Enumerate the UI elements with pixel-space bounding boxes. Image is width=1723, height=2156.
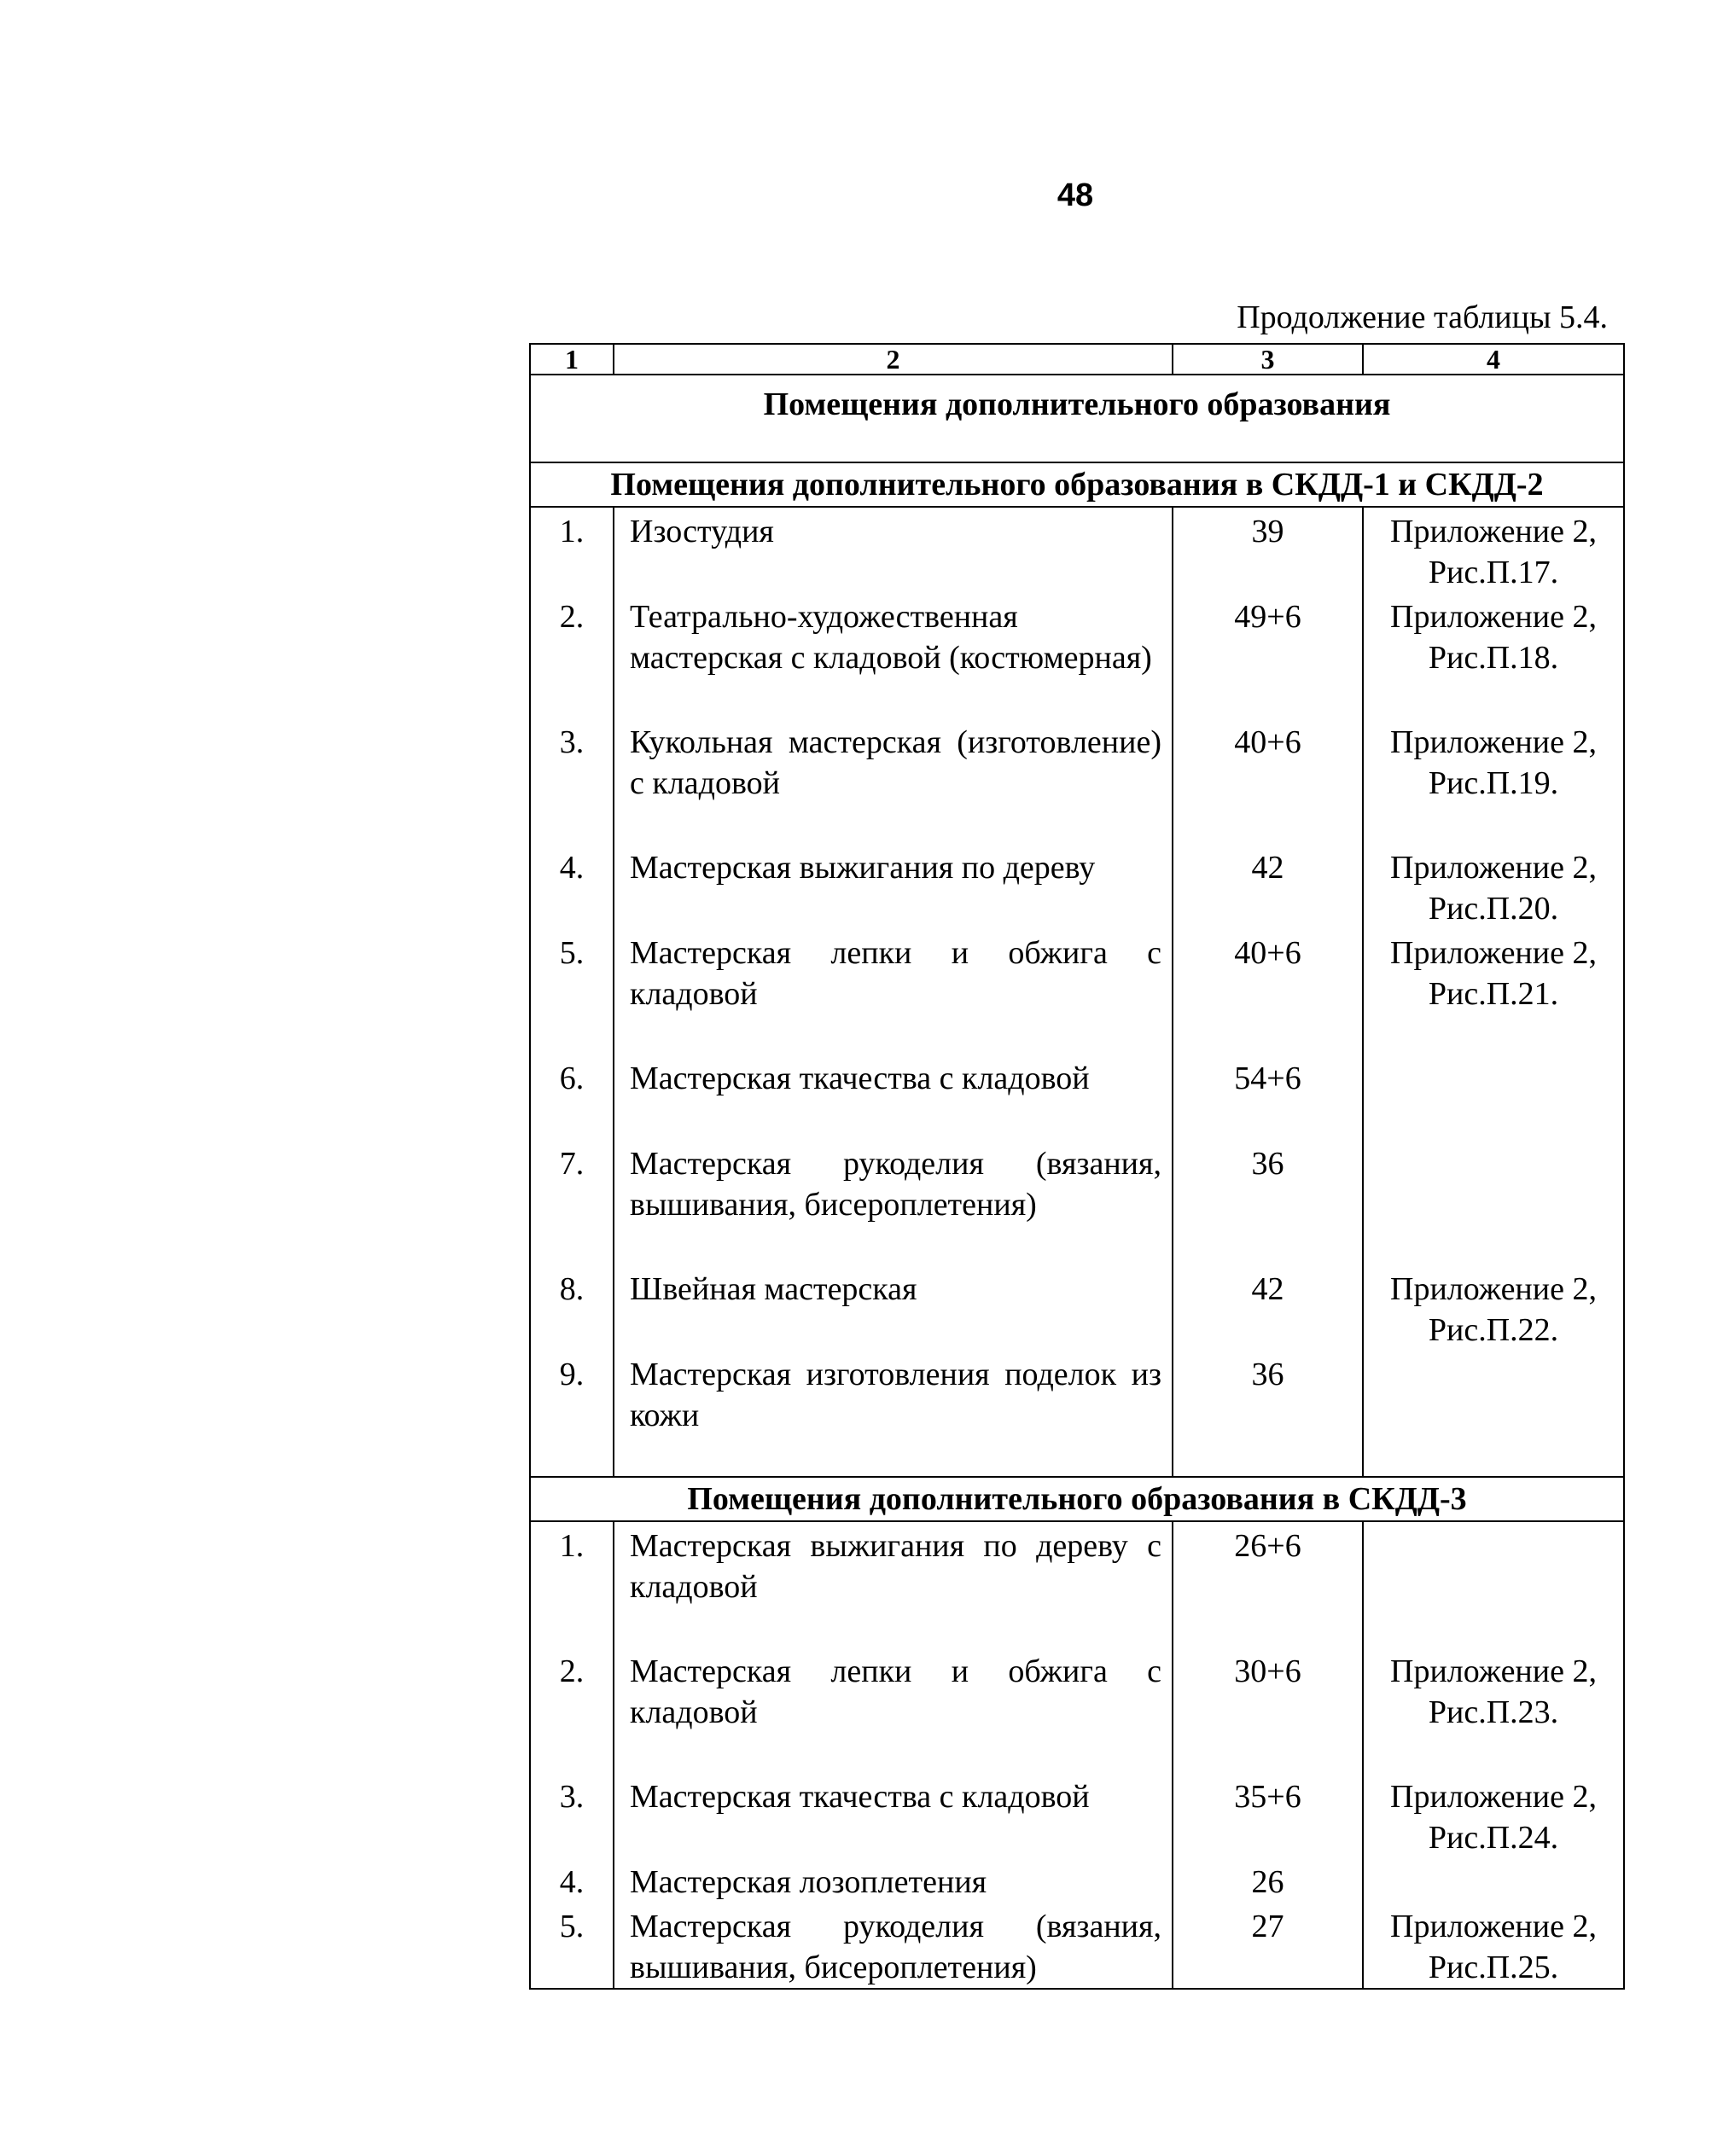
room-area: 40+6 [1173, 929, 1363, 1055]
reference-appendix: Приложение 2, [1390, 514, 1597, 549]
table-row [530, 1265, 1624, 1351]
reference-figure: Рис.П.17. [1428, 555, 1559, 590]
room-name: Швейная мастерская [614, 1265, 1173, 1351]
reference-appendix: Приложение 2, [1390, 599, 1597, 635]
room-reference [1363, 929, 1624, 1055]
reference-figure: Рис.П.22. [1428, 1312, 1559, 1348]
room-name: Мастерская лепки и обжига с кладовой [614, 929, 1173, 1055]
table-row [530, 1140, 1624, 1265]
table-row [530, 844, 1624, 929]
reference-appendix: Приложение 2, [1390, 1779, 1597, 1815]
room-name: Изостудия [614, 507, 1173, 593]
room-name: Мастерская ткачества с кладовой [614, 1773, 1173, 1858]
section-header-row [530, 462, 1624, 507]
section-title: Помещения дополнительного образования в СКДД-1 и СКДД-2 [530, 462, 1624, 507]
main-section-row [530, 375, 1624, 462]
room-area: 39 [1173, 507, 1363, 593]
row-number: 7. [530, 1140, 614, 1265]
room-reference [1363, 1521, 1624, 1648]
reference-figure: Рис.П.24. [1428, 1820, 1559, 1856]
reference-appendix: Приложение 2, [1390, 724, 1597, 760]
row-number: 5. [530, 1903, 614, 1989]
column-number-row [530, 344, 1624, 375]
room-name: Мастерская рукоделия (вязания, вышивания, бисероплетения) [614, 1903, 1173, 1989]
room-area: 42 [1173, 844, 1363, 929]
row-number: 4. [530, 1858, 614, 1903]
room-name: Мастерская рукоделия (вязания, вышивания, бисероплетения) [614, 1140, 1173, 1265]
row-number: 5. [530, 929, 614, 1055]
row-number: 4. [530, 844, 614, 929]
room-area: 36 [1173, 1351, 1363, 1477]
table-row [530, 507, 1624, 593]
row-number: 6. [530, 1055, 614, 1140]
room-reference [1363, 507, 1624, 593]
room-reference [1363, 1055, 1624, 1140]
reference-figure: Рис.П.19. [1428, 765, 1559, 801]
table-caption: Продолжение таблицы 5.4. [1237, 299, 1608, 335]
section-header-row [530, 1477, 1624, 1521]
room-name: Мастерская лепки и обжига с кладовой [614, 1648, 1173, 1773]
reference-appendix: Приложение 2, [1390, 935, 1597, 971]
reference-figure: Рис.П.18. [1428, 640, 1559, 676]
room-reference [1363, 593, 1624, 718]
room-reference [1363, 1648, 1624, 1773]
room-table [529, 343, 1625, 1990]
column-header: 4 [1363, 344, 1624, 375]
reference-appendix: Приложение 2, [1390, 1909, 1597, 1944]
reference-appendix: Приложение 2, [1390, 1653, 1597, 1689]
room-area: 26+6 [1173, 1521, 1363, 1648]
row-number: 1. [530, 1521, 614, 1648]
room-reference [1363, 844, 1624, 929]
section-title: Помещения дополнительного образования в СКДД-3 [530, 1477, 1624, 1521]
table-row [530, 1773, 1624, 1858]
room-reference [1363, 1351, 1624, 1477]
room-reference [1363, 1858, 1624, 1903]
room-area: 54+6 [1173, 1055, 1363, 1140]
room-reference [1363, 1140, 1624, 1265]
room-reference [1363, 1773, 1624, 1858]
table-row [530, 593, 1624, 718]
room-name: Мастерская выжигания по дереву [614, 844, 1173, 929]
room-area: 49+6 [1173, 593, 1363, 718]
row-number: 2. [530, 593, 614, 718]
column-header: 3 [1173, 344, 1363, 375]
room-reference [1363, 1903, 1624, 1989]
room-area: 35+6 [1173, 1773, 1363, 1858]
room-name: Мастерская выжигания по дереву с кладовой [614, 1521, 1173, 1648]
room-name: Театрально-художественная мастерская с кладовой (костюмерная) [614, 593, 1173, 718]
room-reference [1363, 1265, 1624, 1351]
room-name: Мастерская изготовления поделок из кожи [614, 1351, 1173, 1477]
table-row [530, 1648, 1624, 1773]
reference-appendix: Приложение 2, [1390, 1271, 1597, 1307]
reference-figure: Рис.П.25. [1428, 1950, 1559, 1985]
reference-appendix: Приложение 2, [1390, 850, 1597, 886]
room-area: 42 [1173, 1265, 1363, 1351]
table-row [530, 929, 1624, 1055]
reference-figure: Рис.П.20. [1428, 891, 1559, 927]
reference-figure: Рис.П.21. [1428, 976, 1559, 1012]
row-number: 8. [530, 1265, 614, 1351]
row-number: 3. [530, 1773, 614, 1858]
table-row [530, 1858, 1624, 1903]
table-row [530, 718, 1624, 844]
row-number: 2. [530, 1648, 614, 1773]
room-area: 30+6 [1173, 1648, 1363, 1773]
column-header: 1 [530, 344, 614, 375]
main-section-title: Помещения дополнительного образования [530, 375, 1624, 462]
row-number: 9. [530, 1351, 614, 1477]
room-name: Кукольная мастерская (изготовление) с кладовой [614, 718, 1173, 844]
room-area: 36 [1173, 1140, 1363, 1265]
room-name: Мастерская ткачества с кладовой [614, 1055, 1173, 1140]
room-name: Мастерская лозоплетения [614, 1858, 1173, 1903]
row-number: 3. [530, 718, 614, 844]
table-row [530, 1055, 1624, 1140]
table-row [530, 1351, 1624, 1477]
page-number: 48 [1057, 177, 1094, 213]
room-area: 40+6 [1173, 718, 1363, 844]
column-header: 2 [614, 344, 1173, 375]
room-reference [1363, 718, 1624, 844]
reference-figure: Рис.П.23. [1428, 1694, 1559, 1730]
room-area: 27 [1173, 1903, 1363, 1989]
row-number: 1. [530, 507, 614, 593]
room-table-container [529, 343, 1623, 1990]
table-row [530, 1521, 1624, 1648]
table-row [530, 1903, 1624, 1989]
room-area: 26 [1173, 1858, 1363, 1903]
